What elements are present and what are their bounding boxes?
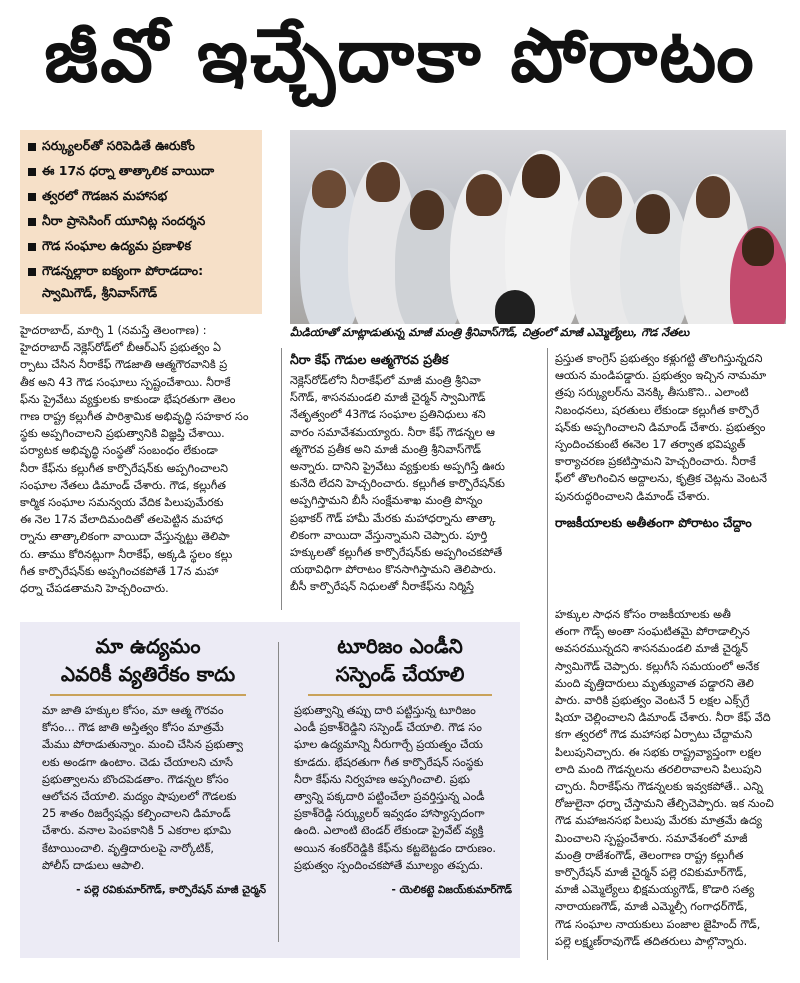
- text-line: స్వామిగౌడ్ చెప్పారు. కల్లుగీసే సమయంలో అనేక: [555, 659, 760, 673]
- bullet-item: ఈ 17న ధర్నా తాత్కాలిక వాయిదా: [28, 163, 214, 182]
- text-line: కునేది లేదని హెచ్చరించారు. కల్లుగీత కార్పొరేషన్‌కు: [290, 477, 505, 491]
- box-1-title-line-1: మా ఉద్యమం: [95, 634, 201, 658]
- square-bullet-icon: [28, 143, 36, 151]
- text-line: ప్రకాశ్‌రెడ్డి సర్క్యులర్ ఇవ్వడం హాస్యాస్పదంగా: [294, 807, 485, 821]
- bullet-item: త్వరలో గౌడజన మహాసభ: [28, 188, 167, 207]
- text-line: కార్యాచరణ ప్రకటిస్తామని హెచ్చరించారు. నీరాకే: [555, 455, 756, 469]
- article-column-1: [20, 322, 275, 597]
- title-underline: [50, 694, 246, 696]
- text-line: త్వాన్ని పక్కదారి పట్టించేలా ప్రవర్తిస్తున్న ఎండీ: [294, 790, 485, 804]
- text-line: హక్కుల సాధన కోసం రాజకీయాలకు అతీ: [555, 608, 731, 621]
- text-line: గౌడ సంఘాల నాయకులు పంజాల జైహింద్ గౌడ్,: [555, 917, 761, 931]
- text-line: కగా త్వరలో గౌడ మహాసభ ఏర్పాటు చేద్దామని: [555, 728, 753, 742]
- sidebar-boxes: [20, 622, 520, 958]
- text-line: లకు అండగా ఉంటాం. చెడు చేయాలని చూసే: [42, 755, 234, 769]
- text-line: బీసీ కార్పొరేషన్ నిధులతో నీరాకేఫ్‌ను నిర్మిస్తే: [290, 580, 475, 594]
- box-2: [288, 632, 512, 899]
- text-line: మంత్రి రాజేశంగౌడ్, తెలంగాణ రాష్ట్ర కల్లుగీత: [555, 848, 744, 862]
- bullet-item-continuation: స్వామిగౌడ్, శ్రీనివాస్‌గౌడ్: [42, 285, 158, 300]
- text-line: మంది వృత్తిదారులు మృత్యువాత పడ్డారని తెలి: [555, 676, 754, 690]
- text-line: పల్లె లక్ష్మణ్‌రావుగౌడ్ తదితరులు పాల్గొన్నారు.: [555, 934, 748, 948]
- text-line: కోసం... గౌడ జాతి అస్తిత్వం కోసం మాత్రమే: [42, 721, 224, 735]
- text-line: అప్పగిస్తామని బీసీ సంక్షేమశాఖ మంత్రి పొన్నం: [290, 494, 483, 508]
- box-1-title-line-2: ఎవరికీ వ్యతిరేకం కాదు: [60, 662, 236, 686]
- text-line: అయిన శంకర్‌రెడ్డికి కేఫ్‌ను కట్టబెట్టడం దారుణం.: [294, 841, 496, 855]
- text-line: ఘాల ఉద్యమాన్ని నీరుగార్చే ప్రయత్నం చేయ: [294, 738, 483, 752]
- text-line: కేటాయించాలి. వృత్తిదారులపై నార్కోటిక్,: [42, 841, 214, 855]
- text-line: త్రపు సర్క్యులర్‌ను వెనక్కి తీసుకొని.. ఎలాంటి: [555, 386, 749, 400]
- article-column-3-bottom: [555, 606, 787, 950]
- text-line: మేము పోరాడుతున్నాం. మంచి చేసిన ప్రభుత్వా: [42, 738, 243, 752]
- text-line: అవసరమున్నదని శాసనమండలి మాజీ చైర్మన్: [555, 642, 748, 656]
- bullet-box: [20, 130, 262, 314]
- text-line: యథావిధిగా పోరాటం కొనసాగిస్తామని తెలిపారు.: [290, 563, 497, 577]
- text-line: నీరా కేఫ్‌ను నిర్వహణ అప్పగించాలి. ప్రభు: [294, 772, 470, 786]
- text-line: అన్నారు. దానిని ప్రైవేటు వ్యక్తులకు అప్పగిస్తే ఊరు: [290, 460, 505, 474]
- bullet-item: సర్క్యులర్‌తో సరిపెడితే ఊరుకోం: [28, 138, 195, 157]
- box-2-text: [288, 702, 512, 874]
- dateline: హైదరాబాద్, మార్చి 1 (నమస్తే తెలంగాణ) :: [20, 324, 207, 337]
- text-line: తంగా గౌడ్స్ అంతా సంఘటితమై పోరాడాల్సిన: [555, 625, 750, 639]
- text-line: ర్నాను తాత్కాలికంగా వాయిదా వేస్తున్నట్టు తెలిపా: [20, 530, 230, 544]
- text-line: మాజీ ఎమ్మెల్యేలు భిక్షమయ్యగౌడ్, కొడారి సత్య: [555, 883, 755, 897]
- text-line: కూడదు. భేషరతుగా గీత కార్పొరేషన్ సంస్థకు: [294, 755, 484, 769]
- bullet-item: నీరా ప్రాసెసింగ్ యూనిట్ల సందర్శన: [28, 213, 205, 232]
- text-line: ఈ నెల 17న వేలాదిమందితో తలపెట్టిన మహాధ: [20, 513, 224, 527]
- title-underline: [308, 694, 492, 696]
- article-column-3-top: [555, 350, 787, 505]
- text-line: లికంగా వాయిదా వేస్తున్నామని చెప్పారు. పూర్తి: [290, 528, 488, 542]
- text-line: నారాయణగౌడ్, మాజీ ఎమ్మెల్సీ గంగాధర్‌గౌడ్,: [555, 900, 748, 914]
- column-divider: [547, 348, 548, 960]
- square-bullet-icon: [28, 193, 36, 201]
- text-line: స్‌గౌడ్, శాసనమండలి మాజీ చైర్మన్ స్వామిగౌడ్: [290, 391, 486, 405]
- text-line: పోలీస్ దాడులు ఆపాలి.: [42, 858, 145, 872]
- headline: జీవో ఇచ్చేదాకా పోరాటం: [44, 13, 756, 99]
- text-line: గౌడ మహాజనసభ పిలుపు మేరకు మాత్రమే ఉద్య: [555, 814, 762, 828]
- text-line: మా జాతి హక్కుల కోసం, మా ఆత్మ గౌరవం: [42, 704, 224, 717]
- text-line: నేతృత్వంలో 43గౌడ సంఘాల ప్రతినిధులు శని: [290, 408, 486, 422]
- square-bullet-icon: [28, 243, 36, 251]
- text-line: చేశారు. వనాల పెంపకానికి 5 ఎకరాల భూమి: [42, 824, 232, 838]
- bullet-item: గౌడ సంఘాల ఉద్యమ ప్రణాళిక: [28, 238, 191, 257]
- text-line: తీక అని 43 గౌడ సంఘాలు స్పష్టంచేశాయి. నీరాకే: [20, 375, 231, 389]
- text-line: ఫ్‌ను ప్రైవేటు వ్యక్తులకు కాకుండా భేషరతుగా తెలం: [20, 392, 236, 406]
- text-line: ఉంది. ఎలాంటి టెండర్ లేకుండా ప్రైవేట్ వ్యక్తి: [294, 824, 484, 838]
- text-line: కార్మిక సంఘాల సమన్వయ వేదిక పిలుపుమేరకు: [20, 496, 224, 510]
- article-column-2: [290, 372, 540, 596]
- news-photo: [290, 130, 786, 324]
- bullet-item: గౌడన్నల్లారా ఐక్యంగా పోరాడదాం:: [28, 263, 203, 282]
- text-line: పునరుద్ధరించాలని డిమాండ్ చేశారు.: [555, 489, 710, 503]
- text-line: 25 శాతం రిజర్వేషన్లు కల్పించాలని డిమాండ్: [42, 807, 231, 821]
- text-line: ఫ్‌లో తొలగించిన అద్దాలను, కృత్రిక చెట్లను వెంటనే: [555, 472, 768, 486]
- square-bullet-icon: [28, 168, 36, 176]
- square-bullet-icon: [28, 218, 36, 226]
- box-2-signature: - యెలికట్టె విజయ్‌కుమార్‌గౌడ్: [391, 884, 512, 897]
- text-line: ఆయన మండిపడ్డారు. ప్రభుత్వం ఇచ్చిన నామమా: [555, 369, 767, 383]
- text-line: రు. తాము కోరినట్లుగా నీరాకేఫ్, అక్కడి స్థలం కల్లు: [20, 547, 233, 561]
- text-line: స్పందించకుంటే ఈనెల 17 తర్వాత భవిష్యత్: [555, 438, 746, 452]
- text-line: ఆలోచన చేయాలి. మద్యం షాపులలో గౌడలకు: [42, 790, 237, 804]
- text-line: ప్రస్తుత కాంగ్రెస్ ప్రభుత్వం కళ్లుగట్టి తొలగిస్తున్నదని: [555, 352, 763, 365]
- text-line: హైదరాబాద్ నెక్లెస్‌రోడ్‌లో బీఆర్‌ఎస్ ప్రభుత్వం ఏ: [20, 341, 222, 355]
- photo-caption: మీడియాతో మాట్లాడుతున్న మాజీ మంత్రి శ్రీనివాస్‌గౌడ్, చిత్రంలో మాజీ ఎమ్మెల్యేలు, గౌడ నేతలు: [290, 326, 690, 339]
- box-divider: [278, 642, 279, 942]
- text-line: గీత కార్పొరేషన్‌కు అప్పగించకపోతే 17న మహా: [20, 564, 219, 578]
- text-line: పర్యాటక అభివృద్ధి సంస్థతో సంబంధం లేకుండా: [20, 444, 218, 458]
- text-line: నిబంధనలు, షరతులు లేకుండా కల్లుగీత కార్పొరే: [555, 403, 760, 417]
- box-1-text: [30, 702, 266, 874]
- box-1-signature: - పల్లె రవికుమార్‌గౌడ్, కార్పొరేషన్ మాజీ చైర్మన్: [76, 884, 266, 897]
- column-2-subhead: నీరా కేఫ్ గౌడుల ఆత్మగౌరవ ప్రతీక: [290, 352, 449, 367]
- text-line: హక్కులతో కల్లుగీత కార్పొరేషన్‌కు అప్పగించకపోతే: [290, 546, 503, 560]
- box-2-title-line-1: టూరిజం ఎండీని: [337, 634, 463, 658]
- column-3-subhead: రాజకీయాలకు అతీతంగా పోరాటం చేద్దాం: [555, 515, 752, 530]
- text-line: సంఘాల నేతలు డిమాండ్ చేశారు. గౌడ, కల్లుగీత: [20, 478, 226, 492]
- box-1: [30, 632, 266, 899]
- text-line: ప్రభాకర్ గౌడ్ హామీ మేరకు మహాధర్నాను తాత్కా: [290, 511, 496, 525]
- text-line: వారం సమావేశమయ్యారు. నీరా కేఫ్ గౌడన్నల ఆ: [290, 425, 495, 439]
- column-divider: [281, 348, 282, 610]
- text-line: ప్రభుత్వాలను బొందపెడతాం. గౌడన్నల కోసం: [42, 772, 229, 786]
- text-line: కార్పొరేషన్ మాజీ చైర్మన్ పల్లె రవికుమార్‌గౌడ్,: [555, 866, 747, 880]
- text-line: ప్రభుత్వం స్పందించకపోతే మూల్యం తప్పదు.: [294, 858, 484, 872]
- text-line: ఎండీ ప్రకాశ్‌రెడ్డిని సస్పెండ్ చేయాలి. గౌడ సం: [294, 721, 482, 735]
- text-line: ధర్నా చేపడతామని హెచ్చరించారు.: [20, 582, 169, 596]
- text-line: స్థకు అప్పగించాలని ప్రభుత్వానికి విజ్ఞప్తి చేశాయి.: [20, 427, 225, 441]
- text-line: పారు. వారికి ప్రభుత్వం వెంటనే 5 లక్షల ఎక్స్‌గ్రే: [555, 694, 750, 708]
- text-line: త్మగౌరవ ప్రతీక అని మాజీ మంత్రి శ్రీనివాస్‌గౌడ్: [290, 442, 482, 456]
- text-line: ప్రభుత్వాన్ని తప్పు దారి పట్టిస్తున్న టూరిజం: [294, 704, 476, 717]
- text-line: నీరా కేఫ్‌ను కల్లుగీత కార్పొరేషన్‌కు అప్పగించాలని: [20, 461, 229, 475]
- text-line: ర్పాటు చేసిన నీరాకేఫ్ గౌడజాతి ఆత్మగౌరవానికి ప్ర: [20, 358, 228, 372]
- text-line: పిలుపునిచ్చారు. ఈ సభకు రాష్ట్రవ్యాప్తంగా లక్షల: [555, 745, 762, 759]
- text-line: చ్చారు. నీరాకేఫ్‌ను గౌడన్నలకు ఇవ్వకపోతే.. ఎన్ని: [555, 780, 764, 794]
- text-line: షన్‌కు అప్పగించాలని డిమాండ్ చేశారు. ప్రభుత్వం: [555, 420, 766, 434]
- text-line: నెక్లెస్‌రోడ్‌లోని నీరాకేఫ్‌లో మాజీ మంత్రి శ్రీనివా: [290, 374, 481, 387]
- text-line: షియా చెల్లించాలని డిమాండ్ చేశారు. నీరా కేఫ్ వేది: [555, 711, 771, 725]
- square-bullet-icon: [28, 268, 36, 276]
- text-line: రోజులైనా ధర్నా చేస్తామని తేల్చిచెప్పారు. ఇక నుంచి: [555, 797, 774, 811]
- text-line: లాది మంది గౌడన్నలను తరలిరావాలని పిలుపుని: [555, 762, 762, 776]
- text-line: గాణ రాష్ట్ర కల్లుగీత పారిశ్రామిక అభివృద్ధి సహకార సం: [20, 410, 249, 424]
- text-line: మించాలని స్పష్టంచేశారు. సమావేశంలో మాజీ: [555, 831, 748, 845]
- box-2-title-line-2: సస్పెండ్ చేయాలి: [335, 662, 465, 686]
